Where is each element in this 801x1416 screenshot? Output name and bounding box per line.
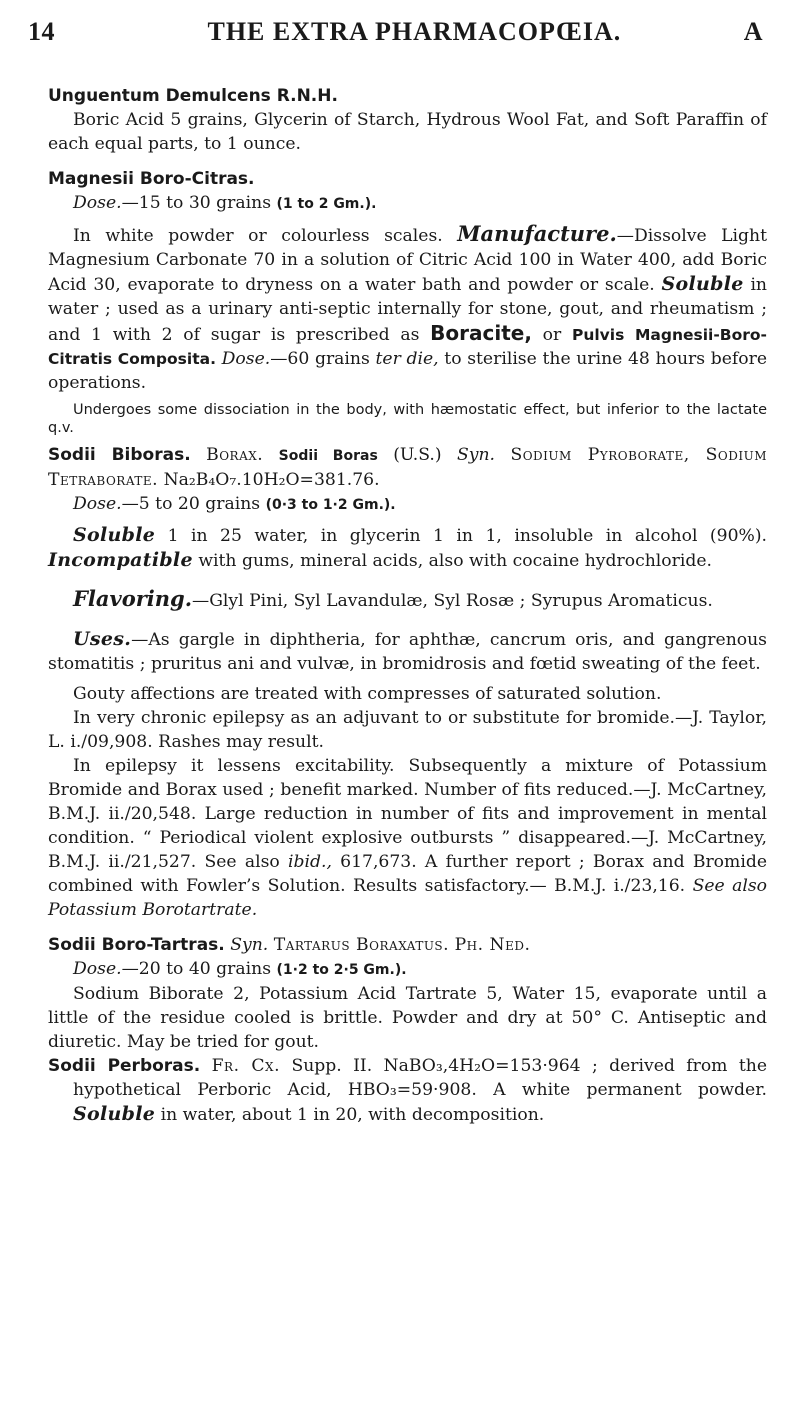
- page-number: 14: [28, 17, 55, 46]
- flavoring-paragraph: [48, 587, 767, 613]
- borax-name: Borax.: [206, 445, 264, 465]
- syn-label: Syn.: [457, 445, 496, 465]
- dose2-text: —60 grains: [270, 349, 370, 369]
- dose-text: —5 to 20 grains: [121, 494, 261, 514]
- dose-metric: (1·2 to 2·5 Gm.).: [276, 962, 407, 978]
- running-title: THE EXTRA PHARMACOPŒIA.: [207, 17, 622, 46]
- perboras-text-cont: in water, about 1 in 20, with decomposition.: [160, 1105, 545, 1125]
- manufacture-text: —Dissolve Light Magnesium Carbonate 70 in a solution of Citric Acid 100 in Water 400, add Boric Acid 30, evaporate to dryness on a water bath and powder or scale.: [48, 226, 768, 295]
- ter-die: ter die,: [375, 349, 439, 369]
- entry-heading: Sodii Boro-Tartras.: [48, 935, 225, 955]
- sterilise-text: to sterilise the urine 48 hours before operations.: [48, 349, 767, 393]
- biboras-heading-line: [48, 443, 767, 492]
- solubility-text: in water ; used as a urinary anti-septic internally for stone, gout, and rheumatism ; and 1 with 2 of sugar is prescribed as: [48, 275, 768, 345]
- dissociation-note: Undergoes some dissociation in the body, with hæmostatic effect, but inferior to the lactate q.v.: [48, 402, 767, 436]
- entry-heading: Magnesii Boro-Citras.: [48, 169, 255, 189]
- incompatible-text: with gums, mineral acids, also with cocaine hydrochloride.: [198, 551, 712, 571]
- dose-label: Dose.: [73, 959, 122, 979]
- boro-tartras-heading-line: [48, 933, 767, 957]
- boracite-name: Boracite,: [430, 321, 532, 345]
- fr-ref: Fr. Cx.: [211, 1056, 281, 1076]
- entry-body: Sodium Biborate 2, Potassium Acid Tartrate 5, Water 15, evaporate until a little of the residue cooled is brittle. Powder and dry at 50° C. Antiseptic and diuretic. May be tried for gout.: [48, 984, 767, 1052]
- epilepsy-paragraph-2: [48, 754, 767, 922]
- description-paragraph: [48, 222, 767, 395]
- entry-sodii-biboras: [48, 443, 767, 922]
- section-letter: A: [743, 17, 763, 46]
- soluble-label: Soluble: [73, 524, 156, 546]
- syn-label: Syn.: [230, 935, 269, 955]
- dose-label: Dose.: [73, 494, 122, 514]
- incompatible-label: Incompatible: [48, 549, 193, 571]
- soluble-label: Soluble: [661, 273, 744, 295]
- synonyms: Sodium Pyroborate, Sodium Tetraborate.: [48, 445, 767, 490]
- uses-text: —As gargle in diphtheria, for aphthæ, cancrum oris, and gangrenous stomatitis ; pruritus ani and vulvæ, in bromidrosis and fœtid sweating of the feet.: [48, 630, 767, 674]
- flavoring-text: —Glyl Pini, Syl Lavandulæ, Syl Rosæ ; Syrupus Aromaticus.: [192, 591, 713, 611]
- manufacture-label: Manufacture.: [457, 221, 617, 246]
- formula: Na₂B₄O₇.10H₂O=381.76.: [163, 470, 380, 490]
- perboras-text: Supp. II. NaBO₃,4H₂O=153·964 ; derived from the hypothetical Perboric Acid, HBO₃=59·908. A white permanent powder.: [73, 1056, 767, 1100]
- pulvis-name: Pulvis Magnesii-Boro-Citratis Composita.: [48, 326, 767, 368]
- soluble-label: Soluble: [73, 1103, 156, 1125]
- flavoring-label: Flavoring.: [73, 586, 193, 611]
- see-also-reference: See also Potassium Borotartrate.: [48, 876, 767, 920]
- dose-metric: (0·3 to 1·2 Gm.).: [265, 497, 396, 513]
- pharmacopoeia-ref: Ph. Ned.: [454, 935, 531, 955]
- entry-magnesii-boro-citras: [48, 167, 767, 437]
- entry-unguentum-demulcens: [48, 84, 767, 156]
- uses-label: Uses.: [73, 628, 132, 650]
- sodii-boras-name: Sodii Boras: [278, 448, 378, 464]
- dose-line: [48, 191, 767, 216]
- entry-sodii-boro-tartras: [48, 933, 767, 1054]
- entry-heading: Sodii Perboras.: [48, 1056, 201, 1076]
- synonym: Tartarus Boraxatus.: [273, 935, 450, 955]
- ibid: ibid.,: [287, 852, 332, 872]
- gouty-paragraph: Gouty affections are treated with compresses of saturated solution.: [73, 684, 662, 704]
- page-header: [28, 17, 767, 46]
- dose-text: —20 to 40 grains: [121, 959, 272, 979]
- dose2-label: Dose.: [221, 349, 271, 369]
- dose-text: —15 to 30 grains: [121, 193, 272, 213]
- or-word: or: [542, 325, 562, 345]
- entry-heading: Unguentum Demulcens R.N.H.: [48, 86, 338, 106]
- dose-metric: (1 to 2 Gm.).: [276, 196, 377, 212]
- us-tag: (U.S.): [393, 445, 442, 465]
- soluble-text: 1 in 25 water, in glycerin 1 in 1, insoluble in alcohol (90%).: [167, 526, 768, 546]
- entry-sodii-perboras: [48, 1054, 767, 1127]
- epilepsy-text: In epilepsy it lessens excitability. Subsequently a mixture of Potassium Bromide and Borax used ; benefit marked. Number of fits reduced.—J. McCartney, B.M.J. ii./20,548. Large reduction in number of fits and improvement in mental condition. “ Periodical violent explosive outbursts ” disappeared.—J. McCartney, B.M.J. ii./21,527. See also: [48, 756, 767, 872]
- solubility-paragraph: [48, 523, 767, 573]
- dose-line: [48, 492, 767, 517]
- epilepsy-text-cont: 617,673. A further report ; Borax and Bromide combined with Fowler’s Solution. Results satisfactory.— B.M.J. i./23,16.: [48, 852, 767, 896]
- entry-body: Boric Acid 5 grains, Glycerin of Starch, Hydrous Wool Fat, and Soft Paraffin of each equal parts, to 1 ounce.: [48, 110, 767, 154]
- dose-label: Dose.: [73, 193, 122, 213]
- description-intro: In white powder or colourless scales.: [73, 226, 443, 246]
- perboras-paragraph: [48, 1054, 767, 1127]
- uses-paragraph: [48, 627, 767, 676]
- dose-line: [48, 957, 767, 982]
- epilepsy-paragraph-1: In very chronic epilepsy as an adjuvant to or substitute for bromide.—J. Taylor, L. i./09,908. Rashes may result.: [48, 708, 767, 752]
- entry-heading: Sodii Biboras.: [48, 445, 191, 465]
